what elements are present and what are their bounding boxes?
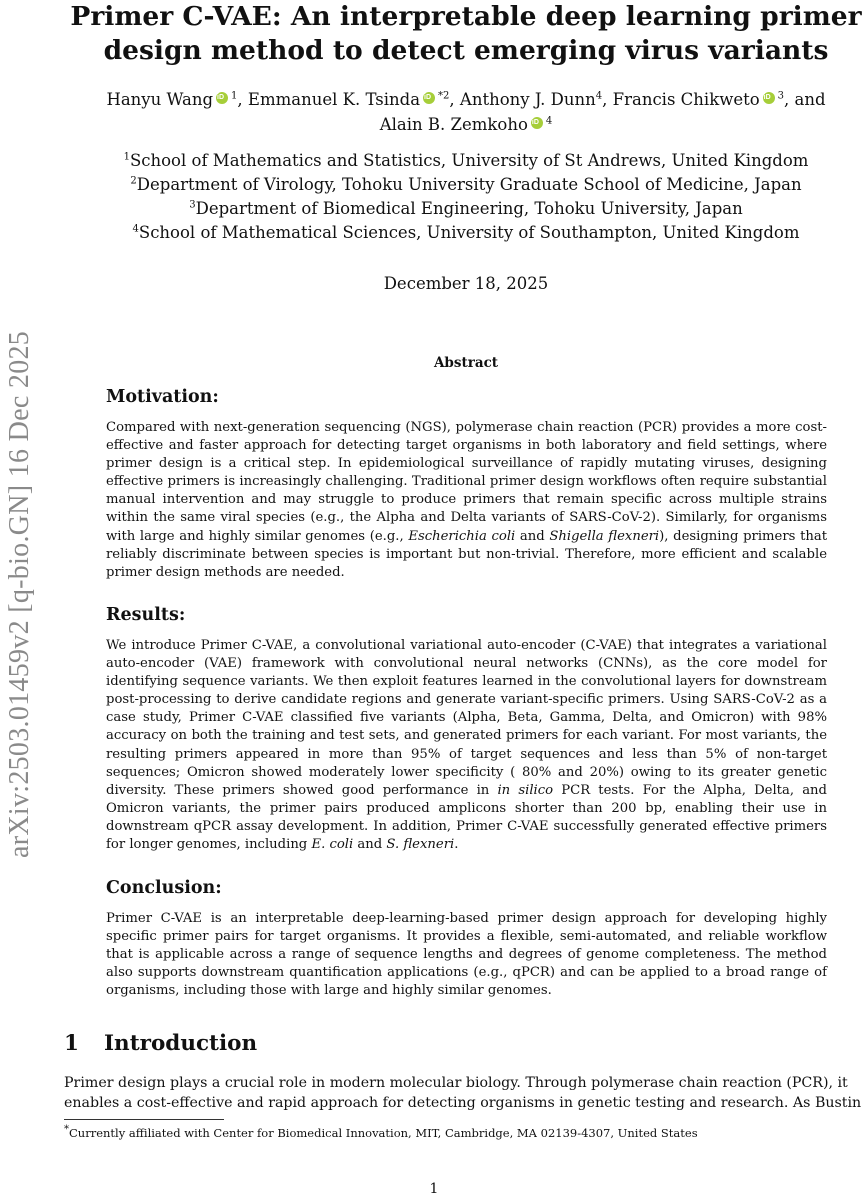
author-name: Francis Chikweto: [612, 90, 760, 109]
author-affil-mark: 3: [777, 90, 785, 102]
conclusion-heading: Conclusion:: [106, 878, 222, 898]
author-affil-mark: 4: [595, 90, 603, 102]
footnote-mark: *: [64, 1124, 69, 1136]
orcid-icon[interactable]: [423, 92, 435, 104]
page-number: 1: [429, 1181, 439, 1197]
orcid-icon[interactable]: [531, 117, 543, 129]
affiliation: $^3$Department of Biomedical Engineering, Tohoku University, Japan: [189, 199, 743, 218]
abstract-heading: Abstract: [433, 355, 499, 371]
author-affil-mark: *2: [438, 90, 450, 102]
motivation-heading: Motivation:: [106, 387, 219, 407]
text-line: enables a cost-effective and rapid approach for detecting organisms in genetic testing and research. As Bustin: [64, 1095, 862, 1111]
author-name: Hanyu Wang: [106, 90, 214, 109]
title-line-2: design method to detect emerging virus variants: [103, 35, 829, 66]
author-name: Alain B. Zemkoho: [379, 115, 528, 134]
affiliation: $^2$Department of Virology, Tohoku University Graduate School of Medicine, Japan: [130, 175, 802, 194]
introduction-text: [64, 1073, 868, 1113]
footnote-divider: [64, 1119, 224, 1120]
author-list: Hanyu WangiD $^1$, Emmanuel K. TsindaiD $^{*2}$, Anthony J. Dunn$^4$, Francis ChikwetoiD $^3$, and Alain B. ZemkohoiD $^4$: [60, 87, 868, 137]
arxiv-identifier[interactable]: arXiv:2503.01459v2 [q-bio.GN] 16 Dec 2025: [4, 330, 35, 858]
orcid-icon[interactable]: [216, 92, 228, 104]
results-heading: Results:: [106, 605, 186, 625]
motivation-paragraph: Compared with next-generation sequencing (NGS), polymerase chain reaction (PCR) provides a more cost-effective and faster approach for detecting target organisms in both laboratory and field settings, where primer design is a critical step. In epidemiological surveillance of rapidly mutating viruses, designing effective primers is increasingly challenging. Traditional primer design workflows often require substantial manual intervention and may struggle to produce primers that remain specific across multiple strains within the same viral species (e.g., the Alpha and Delta variants of SARS-CoV-2). Similarly, for organisms with large and highly similar genomes (e.g., Escherichia coli and Shigella flexneri), designing primers that reliably discriminate between species is important but non-trivial. Therefore, more efficient and scalable primer design methods are needed.: [106, 420, 828, 580]
footnote: *Currently affiliated with Center for Biomedical Innovation, MIT, Cambridge, MA 02139-4307, United States: [64, 1124, 698, 1140]
conclusion-paragraph: Primer C-VAE is an interpretable deep-learning-based primer design approach for developing highly specific primer pairs for target organisms. It provides a flexible, semi-automated, and reliable workflow that is applicable across a range of sequence lengths and degrees of genome completeness. The method also supports downstream quantification applications (e.g., qPCR) and can be applied to a broad range of organisms, including those with large and highly similar genomes.: [106, 911, 827, 999]
introduction-heading: [64, 1030, 257, 1058]
species-name: Shigella flexneri: [549, 528, 660, 544]
affiliation-list: [60, 149, 868, 245]
orcid-icon[interactable]: [763, 92, 775, 104]
affiliation: $^1$School of Mathematics and Statistics, University of St Andrews, United Kingdom: [123, 151, 809, 170]
section-number: 1: [64, 1031, 79, 1056]
affiliation: $^4$School of Mathematical Sciences, University of Southampton, United Kingdom: [132, 223, 800, 242]
paper-title: [60, 0, 868, 68]
text-line: Primer design plays a crucial role in modern molecular biology. Through polymerase chain reaction (PCR), it: [64, 1075, 848, 1091]
species-name: Escherichia coli: [408, 528, 516, 544]
author-affil-mark: 4: [545, 115, 553, 127]
section-title: Introduction: [104, 1031, 258, 1056]
author-name: Anthony J. Dunn: [459, 90, 596, 109]
publication-date: December 18, 2025: [383, 274, 549, 293]
emphasis-text: in silico: [497, 782, 554, 798]
results-paragraph: We introduce Primer C-VAE, a convolutional variational auto-encoder (C-VAE) that integrates a variational auto-encoder (VAE) framework with convolutional neural networks (CNNs), as the core model for identifying sequence variants. We then exploit features learned in the convolutional layers for downstream post-processing to derive candidate regions and generate variant-specific primers. Using SARS-CoV-2 as a case study, Primer C-VAE classified five variants (Alpha, Beta, Gamma, Delta, and Omicron) with 98% accuracy on both the training and test sets, and generated primers for each variant. For most variants, the resulting primers appeared in more than 95% of target sequences and less than 5% of non-target sequences; Omicron showed moderately lower specificity ( 80% and 20%) owing to its greater genetic diversity. These primers showed good performance in in silico PCR tests. For the Alpha, Delta, and Omicron variants, the primer pairs produced amplicons shorter than 200 bp, enabling their use in downstream qPCR assay development. In addition, Primer C-VAE successfully generated effective primers for longer genomes, including E. coli and S. flexneri.: [106, 638, 827, 853]
species-name: S. flexneri: [386, 837, 455, 853]
author-affil-mark: 1: [231, 90, 238, 102]
title-line-1: Primer C-VAE: An interpretable deep learning primer: [70, 1, 862, 32]
species-name: E. coli: [311, 837, 354, 853]
author-name: Emmanuel K. Tsinda: [247, 90, 421, 109]
